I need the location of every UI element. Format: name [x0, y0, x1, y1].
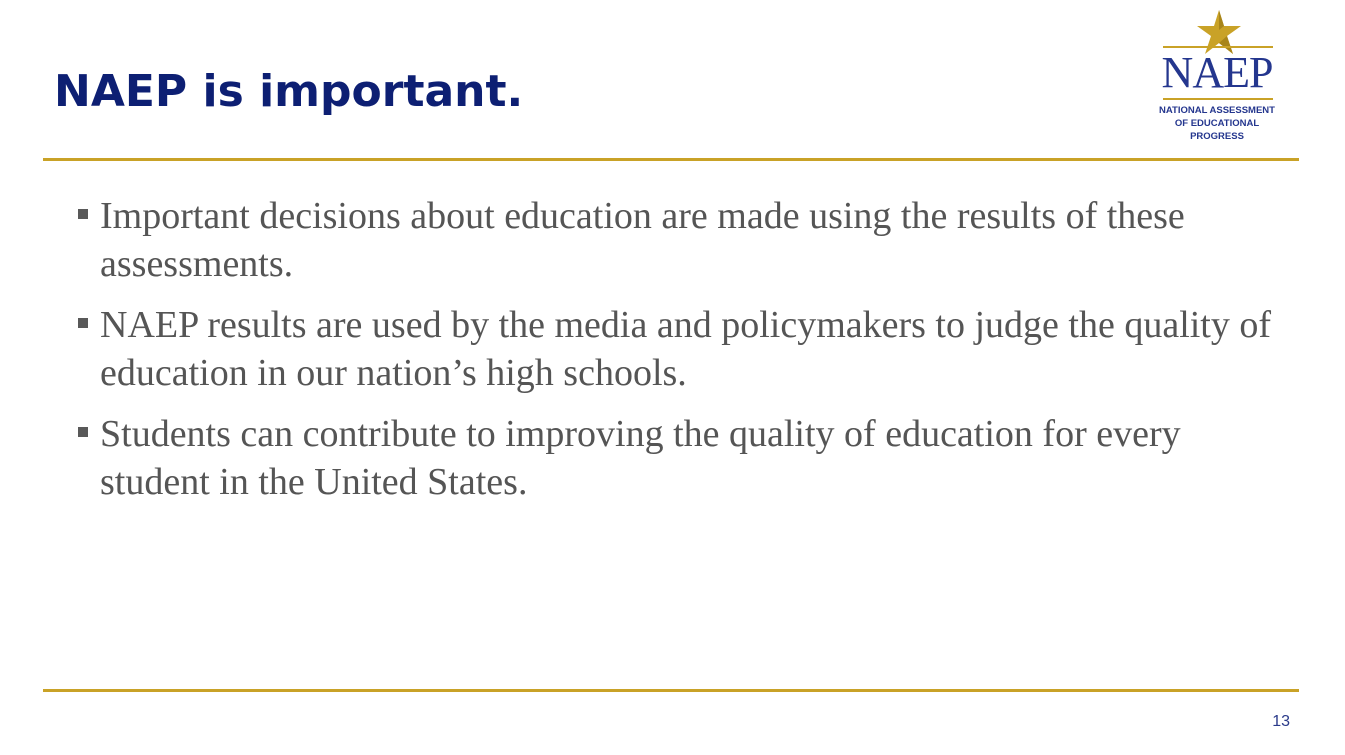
- naep-logo: [1155, 8, 1279, 146]
- title-divider: [43, 158, 1299, 161]
- logo-subtitle-line: PROGRESS: [1190, 131, 1244, 142]
- bullet-text: NAEP results are used by the media and policymakers to judge the quality of education in our nation’s high schools.: [100, 304, 1272, 394]
- bullet-list: [76, 192, 1291, 519]
- bullet-text: Students can contribute to improving the quality of education for every student in the United States.: [100, 413, 1181, 503]
- bullet-item: [76, 301, 1291, 397]
- square-bullet-icon: [78, 318, 88, 328]
- logo-subtitle-line: OF EDUCATIONAL: [1174, 118, 1260, 129]
- logo-rule-bottom: [1163, 98, 1273, 100]
- square-bullet-icon: [78, 427, 88, 437]
- bullet-item: [76, 410, 1291, 506]
- page-number: 13: [1272, 713, 1290, 730]
- logo-subtitle: [1155, 104, 1279, 143]
- footer-divider: [43, 689, 1299, 692]
- bullet-item: [76, 192, 1291, 288]
- slide-title: NAEP is important.: [54, 66, 524, 117]
- bullet-text: Important decisions about education are made using the results of these assessments.: [100, 195, 1185, 285]
- logo-subtitle-line: NATIONAL ASSESSMENT: [1159, 105, 1275, 116]
- square-bullet-icon: [78, 209, 88, 219]
- logo-wordmark: NAEP: [1161, 48, 1273, 97]
